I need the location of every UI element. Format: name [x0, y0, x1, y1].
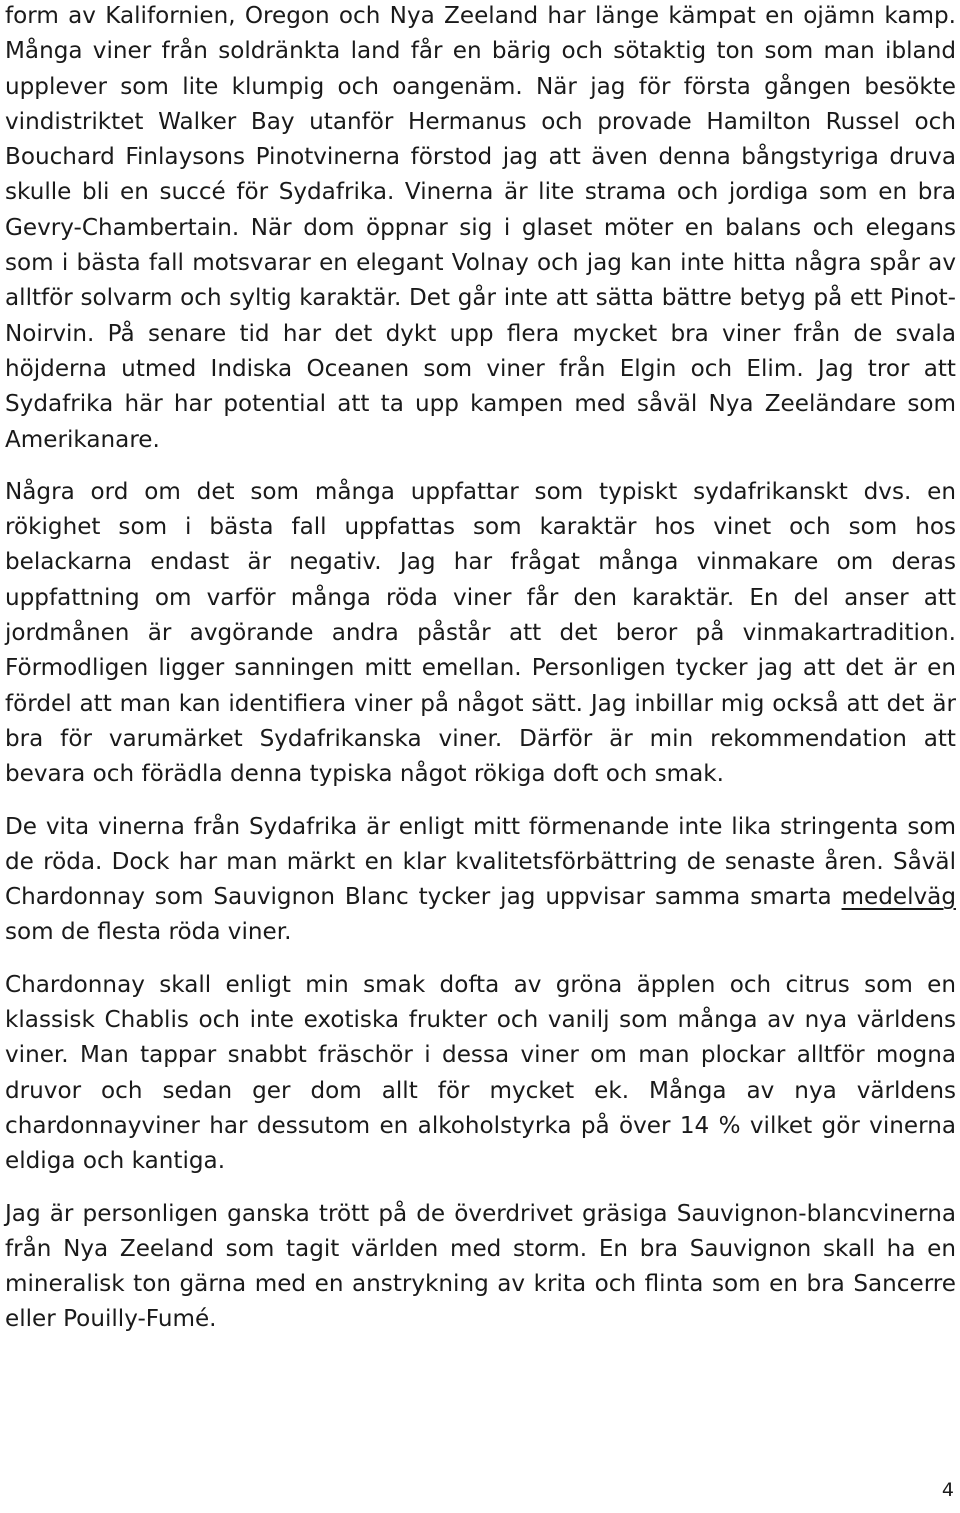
white-wines-text: De vita vinerna från Sydafrika är enligt mitt förmenande inte lika stringenta som de röda. Dock har man märkt en klar kvalitetsförbättring de senaste åren. Såväl Chardonnay som Sauvignon Blanc tycker jag uppvisar samma smarta	[5, 813, 956, 911]
underlined-term: medelväg	[841, 884, 956, 911]
paragraph-white-wines	[5, 810, 956, 951]
paragraph-pinot-noir: form av Kalifornien, Oregon och Nya Zeeland har länge kämpat en ojämn kamp. Många viner från soldränkta land får en bärig och sötaktig ton som man ibland upplever som lite klumpig och oangenäm. När jag för första gången besökte vindistriktet Walker Bay utanför Hermanus och provade Hamilton Russel och Bouchard Finlaysons Pinotvinerna förstod jag att även denna bångstyriga druva skulle bli en succé för Sydafrika. Vinerna är lite strama och jordiga som en bra Gevry-Chambertain. När dom öppnar sig i glaset möter en balans och elegans som i bästa fall motsvarar en elegant Volnay och jag kan inte hitta några spår av alltför solvarm och syltig karaktär. Det går inte att sätta bättre betyg på ett Pinot-Noirvin. På senare tid har det dykt upp flera mycket bra viner från de svala höjderna utmed Indiska Oceanen som viner från Elgin och Elim. Jag tror att Sydafrika här har potential att ta upp kampen med såväl Nya Zeeländare som Amerikanare.	[5, 3, 956, 453]
white-wines-text-end: som de flesta röda viner.	[5, 919, 292, 946]
paragraph-chardonnay: Chardonnay skall enligt min smak dofta av gröna äpplen och citrus som en klassisk Chablis och inte exotiska frukter och vanilj som många av nya världens viner. Man tappar snabbt fräschör i dessa viner om man plockar alltför mogna druvor och sedan ger dom allt för mycket ek. Många av nya världens chardonnayviner har dessutom en alkoholstyrka på över 14 % vilket gör vinerna eldiga och kantiga.	[5, 971, 956, 1175]
paragraph-smoky-character: Några ord om det som många uppfattar som typiskt sydafrikanskt dvs. en rökighet som i bästa fall uppfattas som karaktär hos vinet och som hos belackarna endast är negativ. Jag har frågat många vinmakare om deras uppfattning om varför många röda viner får den karaktär. En del anser att jordmånen är avgörande andra påstår att det beror på vinmakartradition. Förmodligen ligger sanningen mitt emellan. Personligen tycker jag att det är en fördel att man kan identifiera viner på något sätt. Jag inbillar mig också att det är bra för varumärket Sydafrikanska viner. Därför är min rekommendation att bevara och förädla denna typiska något rökiga doft och smak.	[5, 478, 956, 788]
paragraph-sauvignon: Jag är personligen ganska trött på de överdrivet gräsiga Sauvignon-blancvinerna från Nya Zeeland som tagit världen med storm. En bra Sauvignon skall ha en mineralisk ton gärna med en anstrykning av krita och flinta som en bra Sancerre eller Pouilly-Fumé.	[5, 1200, 956, 1333]
page-number: 4	[941, 1479, 954, 1501]
document-page	[5, 0, 956, 1338]
